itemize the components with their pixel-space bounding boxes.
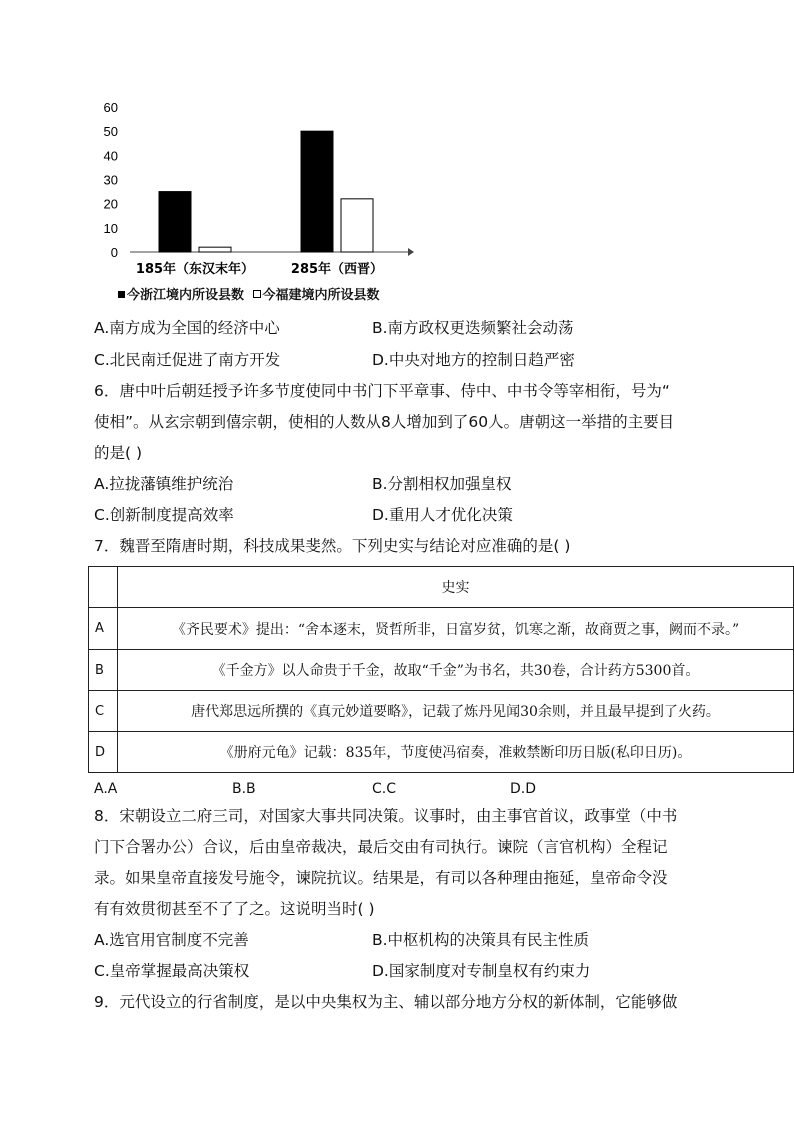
legend-label-zhejiang: 今浙江境内所设县数 xyxy=(127,288,245,303)
y-tick-label: 10 xyxy=(103,220,118,236)
row-label: C xyxy=(89,691,118,732)
q8-option-b[interactable]: B.中枢机构的决策具有民主性质 xyxy=(372,931,590,949)
q8-stem-line-1: 8．宋朝设立二府三司，对国家大事共同决策。议事时，由主事官首议，政事堂（中书 xyxy=(94,807,678,825)
y-tick-label: 0 xyxy=(110,245,118,260)
bar-zhejiang xyxy=(159,192,191,252)
q5-option-d[interactable]: D.中央对地方的控制日趋严密 xyxy=(372,351,575,369)
q7-fact-table xyxy=(88,566,794,773)
row-text: 《千金方》以人命贵于千金，故取“千金”为书名，共30卷，合计药方5300首。 xyxy=(118,650,794,691)
table-header-row xyxy=(89,567,794,608)
q7-stem: 7．魏晋至隋唐时期，科技成果斐然。下列史实与结论对应准确的是( ) xyxy=(94,537,571,555)
y-tick-label: 30 xyxy=(103,172,118,188)
row-label: D xyxy=(89,732,118,773)
table-row xyxy=(89,691,794,732)
q8-stem-line-2: 门下合署办公）合议，后由皇帝裁决，最后交由有司执行。谏院（言官机构）全程记 xyxy=(94,838,668,856)
q6-stem-line-2: 使相”。从玄宗朝到僖宗朝，使相的人数从8人增加到了60人。唐朝这一举措的主要目 xyxy=(94,413,675,431)
q5-option-c[interactable]: C.北民南迁促进了南方开发 xyxy=(94,351,281,369)
legend-label-fujian: 今福建境内所设县数 xyxy=(262,288,380,303)
q7-option-a[interactable]: A.A xyxy=(94,781,118,797)
bar-fujian xyxy=(341,199,373,252)
y-tick-label: 40 xyxy=(103,148,118,164)
legend-swatch-zhejiang xyxy=(118,291,125,298)
row-label: A xyxy=(89,608,118,650)
q6-option-c[interactable]: C.创新制度提高效率 xyxy=(94,506,234,524)
table-row xyxy=(89,650,794,691)
q9-stem-line-1: 9．元代设立的行省制度，是以中央集权为主、辅以部分地方分权的新体制，它能够做 xyxy=(94,993,678,1011)
bar-fujian xyxy=(199,247,231,252)
q5-option-a[interactable]: A.南方成为全国的经济中心 xyxy=(94,319,280,337)
q6-option-a[interactable]: A.拉拢藩镇维护统治 xyxy=(94,475,234,493)
q6-stem-line-1: 6．唐中叶后朝廷授予许多节度使同中书门下平章事、侍中、中书令等宰相衔，号为“ xyxy=(94,382,670,400)
q8-stem-line-3: 录。如果皇帝直接发号施令，谏院抗议。结果是，有司以各种理由拖延，皇帝命令没 xyxy=(94,869,668,887)
table-row xyxy=(89,608,794,650)
q7-option-c[interactable]: C.C xyxy=(372,781,397,797)
q7-option-b[interactable]: B.B xyxy=(232,781,256,797)
x-category-label: 185年（东汉末年） xyxy=(135,262,255,276)
q6-option-b[interactable]: B.分割相权加强皇权 xyxy=(372,475,512,493)
x-axis-arrow-icon xyxy=(408,248,414,256)
q8-stem-line-4: 有有效贯彻甚至不了了之。这说明当时( ) xyxy=(94,900,375,918)
bar-zhejiang xyxy=(301,131,333,252)
q6-option-d[interactable]: D.重用人才优化决策 xyxy=(372,506,513,524)
row-text: 唐代郑思远所撰的《真元妙道要略》，记载了炼丹见闻30余则，并且最早提到了火药。 xyxy=(118,691,794,732)
chart-legend xyxy=(118,284,380,303)
table-row xyxy=(89,732,794,773)
q6-stem-line-3: 的是( ) xyxy=(94,444,143,462)
county-count-bar-chart xyxy=(90,96,420,276)
row-text: 《齐民要术》提出：“舍本逐末，贤哲所非，日富岁贫，饥寒之渐，故商贾之事，阙而不录。” xyxy=(118,608,794,650)
q5-option-b[interactable]: B.南方政权更迭频繁社会动荡 xyxy=(372,319,574,337)
q8-option-a[interactable]: A.选官用官制度不完善 xyxy=(94,931,249,949)
table-header-cell: 史实 xyxy=(118,567,794,608)
q7-option-d[interactable]: D.D xyxy=(510,781,537,797)
row-label: B xyxy=(89,650,118,691)
table-header-label-cell xyxy=(89,567,118,608)
row-text: 《册府元龟》记载：835年，节度使冯宿奏，准敕禁断印历日版(私印日历)。 xyxy=(118,732,794,773)
y-tick-label: 20 xyxy=(103,196,118,212)
x-category-label: 285年（西晋） xyxy=(290,262,384,276)
q8-option-c[interactable]: C.皇帝掌握最高决策权 xyxy=(94,962,250,980)
y-tick-label: 50 xyxy=(103,124,118,140)
legend-swatch-fujian xyxy=(253,290,261,298)
q8-option-d[interactable]: D.国家制度对专制皇权有约束力 xyxy=(372,962,591,980)
y-tick-label: 60 xyxy=(103,100,118,115)
